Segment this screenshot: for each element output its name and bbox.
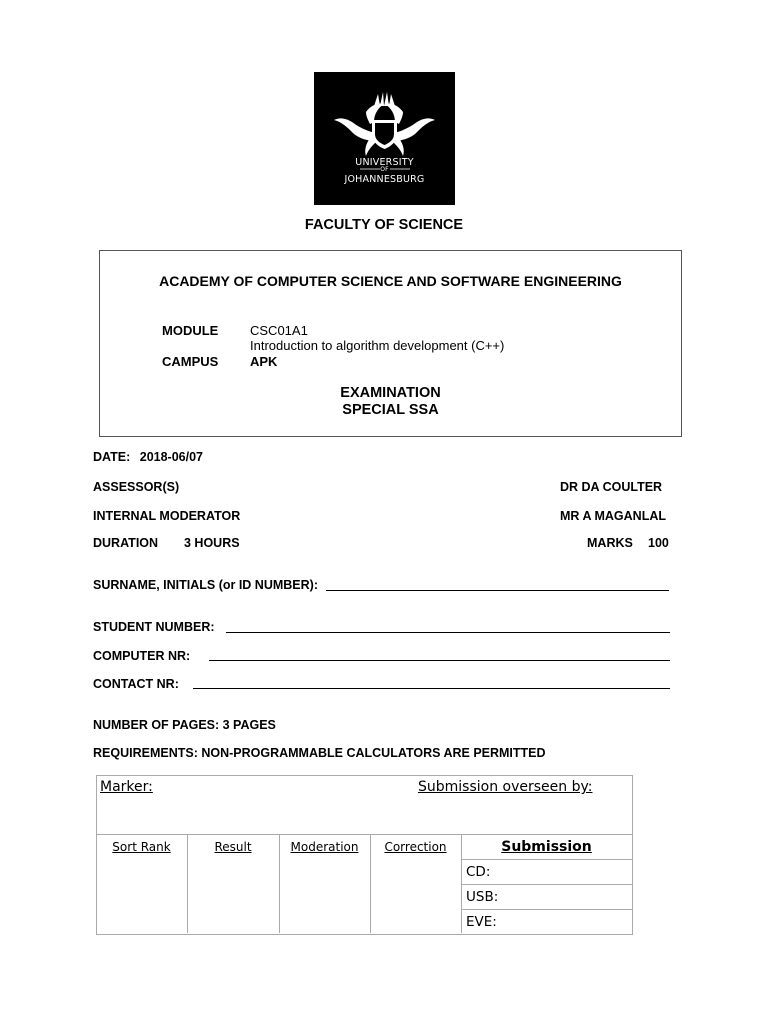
assessor-value: DR DA COULTER: [560, 480, 663, 494]
module-name: Introduction to algorithm development (C++): [250, 338, 505, 353]
moderator-value: MR A MAGANLAL: [560, 509, 666, 523]
submission-row-divider-3: [461, 909, 632, 910]
surname-label: SURNAME, INITIALS (or ID NUMBER):: [93, 578, 318, 592]
campus-label: CAMPUS: [162, 354, 219, 369]
date-row: [93, 450, 203, 464]
column-correction: Correction: [384, 840, 447, 854]
number-of-pages: NUMBER OF PAGES: 3 PAGES: [93, 718, 276, 732]
submission-eve: EVE:: [466, 914, 497, 930]
column-result: Result: [214, 840, 252, 854]
submission-cd: CD:: [466, 864, 491, 880]
assessor-label: ASSESSOR(S): [93, 480, 180, 494]
duration-label: DURATION: [93, 536, 159, 550]
requirements: REQUIREMENTS: NON-PROGRAMMABLE CALCULATORS ARE PERMITTED: [93, 746, 546, 760]
submission-overseen-label: Submission overseen by:: [418, 779, 593, 795]
faculty-title: FACULTY OF SCIENCE: [304, 217, 464, 233]
moderator-label: INTERNAL MODERATOR: [93, 509, 241, 523]
exam-title: EXAMINATION: [340, 385, 441, 401]
marks-value: 100: [648, 536, 669, 550]
campus-value: APK: [250, 354, 278, 369]
student-number-field[interactable]: [226, 632, 670, 633]
contact-nr-label: CONTACT NR:: [93, 677, 179, 691]
duration-value: 3 HOURS: [184, 536, 240, 550]
surname-field[interactable]: [326, 590, 669, 591]
module-label: MODULE: [162, 323, 219, 338]
computer-nr-label: COMPUTER NR:: [93, 649, 191, 663]
logo-text-of: OF: [380, 166, 389, 173]
logo-text-johannesburg: JOHANNESBURG: [344, 174, 425, 185]
submission-header: Submission: [501, 839, 592, 855]
university-logo: [314, 72, 455, 205]
computer-nr-field[interactable]: [209, 660, 670, 661]
submission-row-divider-2: [461, 884, 632, 885]
logo-text-university: UNIVERSITY: [355, 157, 414, 168]
student-number-label: STUDENT NUMBER:: [93, 620, 215, 634]
column-moderation: Moderation: [290, 840, 359, 854]
exam-subtitle: SPECIAL SSA: [342, 402, 439, 418]
marks-label: MARKS: [587, 536, 633, 550]
marker-label: Marker:: [100, 779, 153, 795]
academy-title: ACADEMY OF COMPUTER SCIENCE AND SOFTWARE ENGINEERING: [159, 273, 622, 289]
date-label: DATE:: [93, 450, 131, 464]
crest-icon: [314, 72, 455, 205]
date-value: 2018-06/07: [139, 450, 204, 464]
submission-row-divider-1: [461, 859, 632, 860]
form-divider: [96, 834, 632, 835]
contact-nr-field[interactable]: [193, 688, 670, 689]
submission-usb: USB:: [466, 889, 499, 905]
marker-form: [96, 775, 633, 935]
module-code: CSC01A1: [250, 323, 308, 338]
column-sort-rank: Sort Rank: [112, 840, 171, 854]
